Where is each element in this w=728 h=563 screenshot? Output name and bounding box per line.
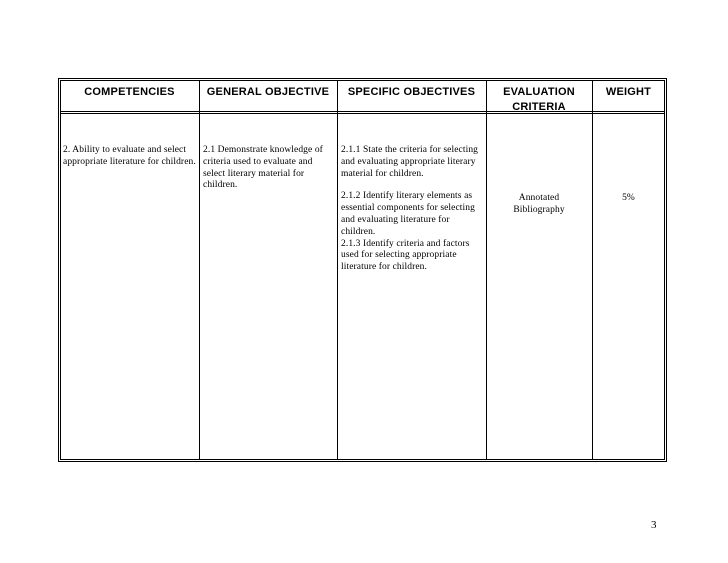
header-evaluation-line1: EVALUATION bbox=[503, 86, 575, 98]
header-specific-objectives: SPECIFIC OBJECTIVES bbox=[347, 86, 476, 98]
header-weight: WEIGHT bbox=[605, 86, 652, 98]
specific-objective-item: 2.1.3 Identify criteria and factors used for selecting appropriate literature for children. bbox=[341, 238, 470, 273]
cell-general-objective: 2.1 Demonstrate knowledge of criteria used to evaluate and select literary material for children. bbox=[203, 145, 323, 191]
column-divider bbox=[337, 80, 338, 460]
column-divider bbox=[592, 80, 593, 460]
header-competencies: COMPETENCIES bbox=[84, 86, 175, 98]
column-divider bbox=[199, 80, 200, 460]
cell-specific-objectives bbox=[341, 145, 483, 274]
specific-objective-item: 2.1.2 Identify literary elements as essential components for selecting and evaluating literature for children. bbox=[341, 191, 475, 237]
header-evaluation-line2: CRITERIA bbox=[512, 101, 566, 113]
cell-evaluation-criteria bbox=[486, 193, 592, 217]
cell-competency: 2. Ability to evaluate and select appropriate literature for children. bbox=[63, 145, 196, 167]
page-number: 3 bbox=[651, 519, 657, 531]
header-evaluation-criteria bbox=[486, 85, 592, 115]
column-divider bbox=[486, 80, 487, 460]
evaluation-line2: Bibliography bbox=[513, 204, 565, 215]
evaluation-line1: Annotated bbox=[518, 193, 560, 203]
cell-weight: 5% bbox=[622, 193, 635, 203]
specific-objective-item: 2.1.1 State the criteria for selecting and evaluating appropriate literary material for children. bbox=[341, 145, 479, 179]
header-general-objective: GENERAL OBJECTIVE bbox=[206, 86, 330, 98]
